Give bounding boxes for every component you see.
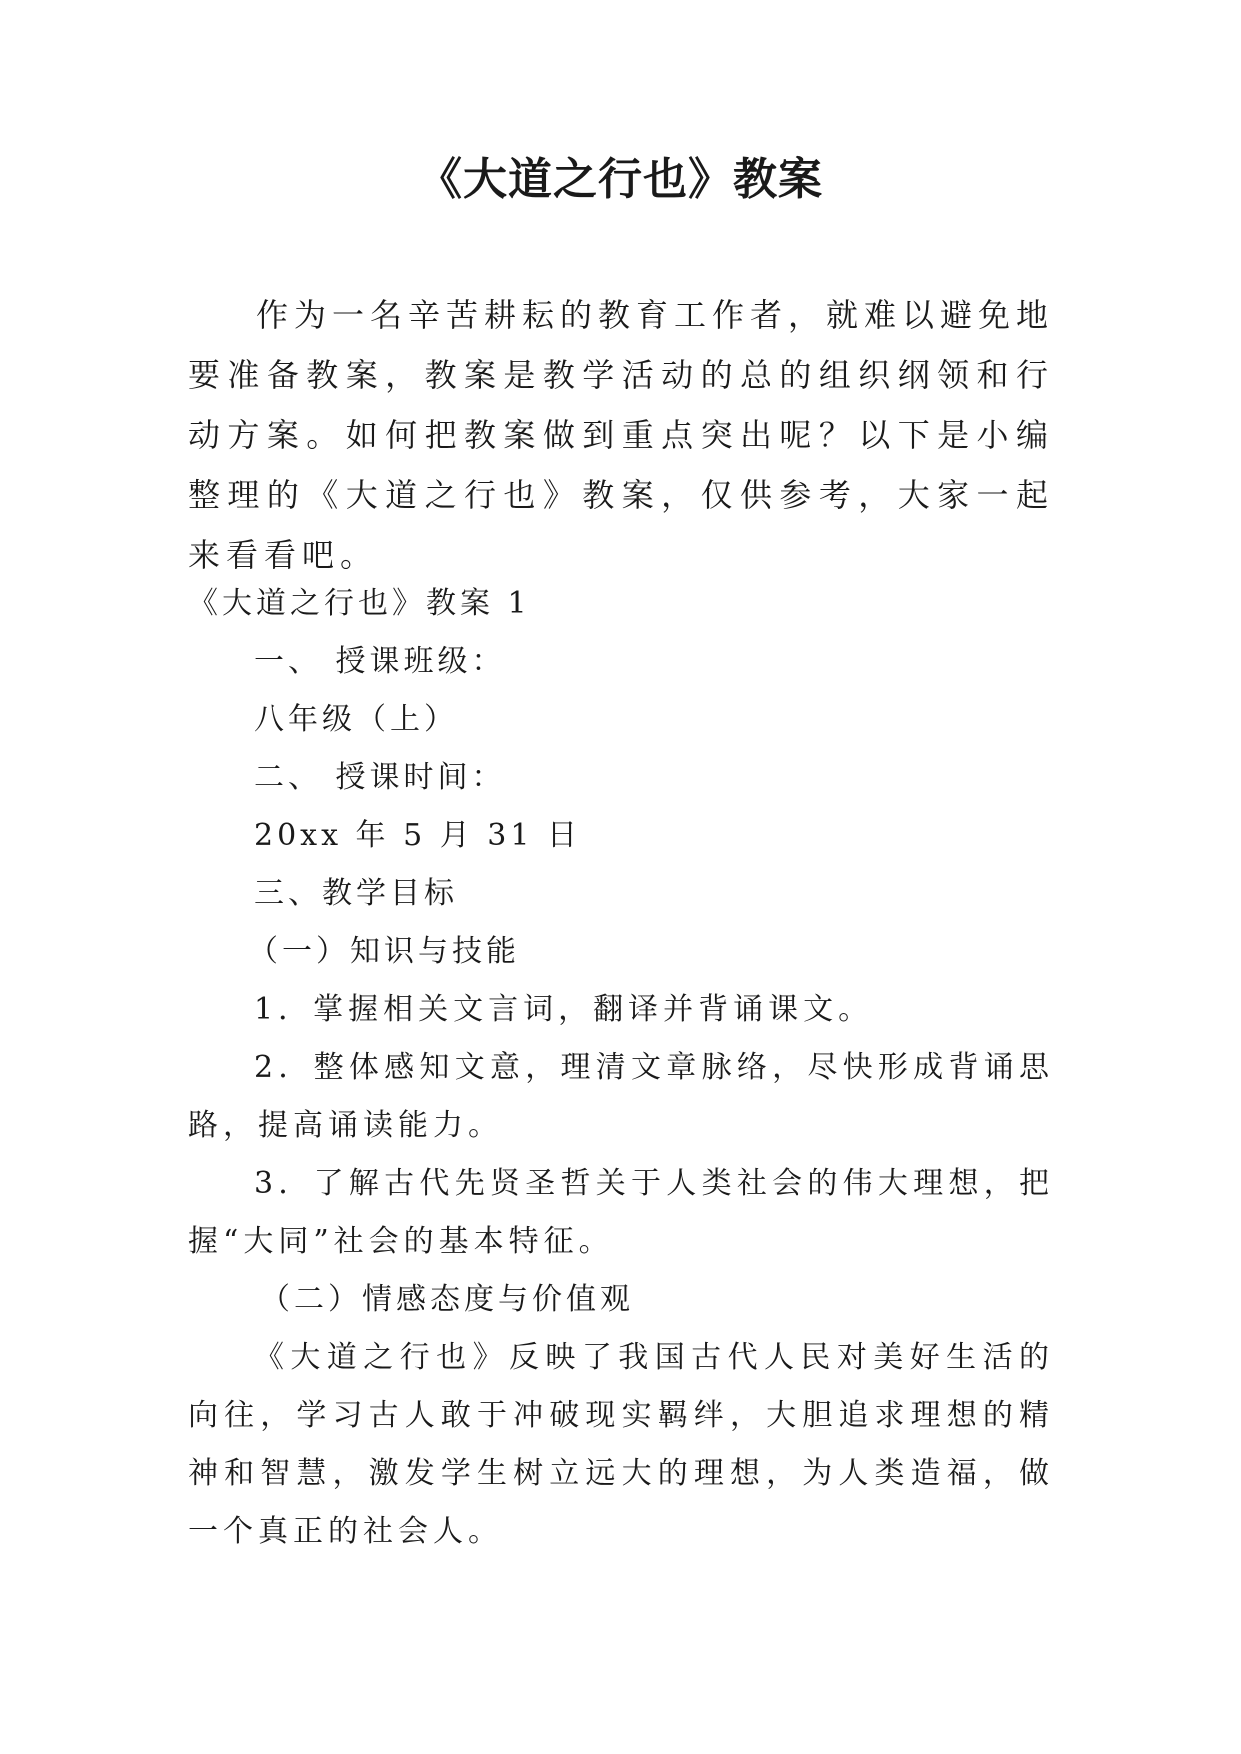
knowledge-label: （一）知识与技能 (248, 934, 520, 969)
goal-1: 1．掌握相关文言词，翻译并背诵课文。 (254, 992, 874, 1027)
document-title: 《大道之行也》教案 (418, 154, 823, 205)
goal-2: 2．整体感知文意，理清文章脉络，尽快形成背诵思路，提高诵读能力。 (188, 1050, 1054, 1143)
emotion-label: （二）情感态度与价值观 (260, 1282, 634, 1317)
time-value: 20xx 年 5 月 31 日 (254, 818, 581, 853)
goal-3: 3．了解古代先贤圣哲关于人类社会的伟大理想，把握“大同”社会的基本特征。 (188, 1166, 1054, 1259)
goals-label: 三、教学目标 (254, 876, 458, 911)
time-label: 二、 授课时间： (254, 760, 506, 795)
class-label: 一、 授课班级： (254, 644, 506, 679)
emotion-text: 《大道之行也》反映了我国古代人民对美好生活的向往，学习古人敢于冲破现实羁绊，大胆追求理想的精神和智慧，激发学生树立远大的理想，为人类造福，做一个真正的社会人。 (188, 1340, 1054, 1549)
section-heading: 《大道之行也》教案 1 (188, 586, 531, 621)
lesson-plan-body (188, 575, 1054, 1561)
intro-paragraph: 作为一名辛苦耕耘的教育工作者，就难以避免地要准备教案，教案是教学活动的总的组织纲领和行动方案。如何把教案做到重点突出呢？以下是小编整理的《大道之行也》教案，仅供参考，大家一起来看看吧。 (188, 296, 1055, 574)
class-value: 八年级（上） (254, 702, 458, 737)
